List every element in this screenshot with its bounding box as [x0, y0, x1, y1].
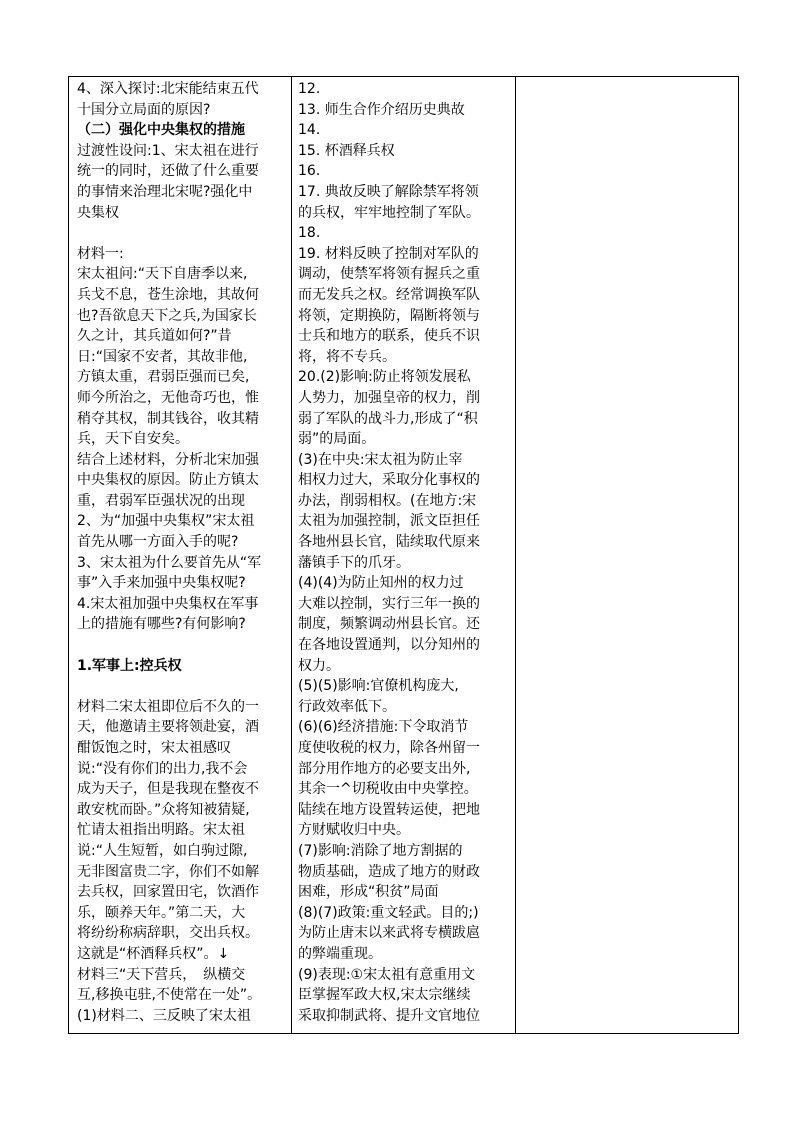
- text-line: 材料三“天下营兵， 纵横交: [77, 966, 246, 983]
- text-line: 将纷纷称病辞职，交出兵权。: [77, 925, 259, 942]
- text-line: 央集权: [77, 204, 119, 221]
- text-line: 说:“人生短暂，如白驹过隙,: [77, 842, 248, 859]
- text-line: 困难，形成“积贫”局面: [298, 884, 439, 901]
- text-line: 十国分立局面的原因?: [77, 101, 211, 118]
- text-line: 材料二宋太祖即位后不久的一: [77, 698, 259, 715]
- text-line: 15. 杯酒释兵权: [298, 142, 395, 159]
- text-line: (7)影响:消除了地方割据的: [298, 842, 463, 859]
- text-line: 制度，频繁调动州县长官。还: [298, 616, 480, 633]
- text-line: 这就是“杯酒释兵权”。↓: [77, 945, 230, 962]
- text-line: 太祖为加强控制，派文臣担任: [298, 513, 480, 530]
- text-line: 师今所治之，无他奇巧也，惟: [77, 389, 259, 406]
- text-line: 弱了军队的战斗力,形成了“积: [298, 410, 478, 427]
- text-line: (1)材料二、三反映了宋太祖: [77, 1007, 251, 1024]
- text-line: 方镇太重，君弱臣强而已矣,: [77, 369, 250, 386]
- text-line: 4、深入探讨:北宋能结束五代: [77, 81, 259, 97]
- text-line: 14.: [298, 122, 321, 139]
- lesson-plan-table: [68, 76, 739, 1034]
- text-line: 18.: [298, 225, 321, 242]
- text-line: 人势力，加强皇帝的权力，削: [298, 389, 480, 406]
- text-line: 去兵权，回家置田宅，饮酒作: [77, 884, 259, 901]
- text-line: 16.: [298, 163, 321, 180]
- text-line: 士兵和地方的联系，使兵不识: [298, 328, 480, 345]
- text-line: 统一的同时，还做了什么重要: [77, 163, 259, 180]
- text-line: 而无发兵之权。经常调换军队: [298, 286, 480, 303]
- text-line: (4)(4)为防止知州的权力过: [298, 575, 464, 592]
- blank-line: [77, 635, 291, 656]
- text-line: 过渡性设问:1、宋太祖在进行: [77, 142, 259, 159]
- text-line: 成为天子，但是我现在整夜不: [77, 781, 259, 798]
- text-line: (3)在中央:宋太祖为防止宰: [298, 451, 463, 468]
- empty-notes-column: [515, 77, 738, 1033]
- text-line: 将，将不专兵。: [298, 348, 396, 365]
- text-line: 上的措施有哪些?有何影响?: [77, 616, 246, 633]
- text-line: 稍夺其权，制其钱谷，收其精: [77, 410, 259, 427]
- text-line: 久之计，其兵道如何?”昔: [77, 328, 232, 345]
- text-line: 其余一^切税收由中央掌控。: [298, 781, 478, 798]
- text-line: 乐，颐养天年。”第二天，大: [77, 904, 246, 921]
- text-line: (9)表现:①宋太祖有意重用文: [298, 966, 476, 983]
- text-line: 陆续在地方设置转运使，把地: [298, 801, 480, 818]
- section-heading: （二）强化中央集权的措施: [77, 122, 245, 139]
- student-activity-column: [291, 77, 515, 1033]
- text-line: 首先从哪一方面入手的呢?: [77, 534, 239, 551]
- text-line: 的事情来治理北宋呢?强化中: [77, 183, 253, 200]
- text-line: 将领，定期换防，隔断将领与: [298, 307, 480, 324]
- text-line: 事”入手来加强中央集权呢?: [77, 575, 246, 592]
- text-line: 日:“国家不安者，其故非他,: [77, 348, 248, 365]
- text-line: 13. 师生合作介绍历史典故: [298, 101, 465, 118]
- text-line: 度使收税的权力，除各州留一: [298, 740, 480, 756]
- text-line: 办法，削弱相权。(在地方:宋: [298, 492, 477, 509]
- text-line: (8)(7)政策:重文轻武。目的;): [298, 904, 479, 921]
- text-line: 20.(2)影响:防止将领发展私: [298, 369, 471, 386]
- text-line: 相权力过大，采取分化事权的: [298, 472, 480, 489]
- text-line: 互,移换屯驻,不使常在一处”。: [77, 987, 262, 1004]
- text-line: 权力。: [298, 657, 340, 674]
- text-line: 3、宋太祖为什么要首先从“军: [77, 554, 262, 571]
- text-line: 物质基础，造成了地方的财政: [298, 863, 480, 880]
- text-line: 采取抑制武将、提升文官地位: [298, 1007, 480, 1024]
- text-line: 17. 典故反映了解除禁军将领: [298, 183, 479, 200]
- text-line: (6)(6)经济措施:下令取消节: [298, 719, 469, 736]
- blank-line: [77, 676, 291, 697]
- text-line: 调动，使禁军将领有握兵之重: [298, 266, 480, 283]
- text-line: 兵戈不息，苍生涂地，其故何: [77, 286, 259, 303]
- text-line: 无非图富贵二字，你们不如解: [77, 863, 259, 880]
- text-line: 部分用作地方的必要支出外,: [298, 760, 471, 777]
- blank-line: [77, 223, 291, 244]
- text-line: 弱”的局面。: [298, 431, 376, 448]
- text-line: 酣饭饱之时，宋太祖感叹: [77, 740, 231, 756]
- text-line: 藩镇手下的爪牙。: [298, 554, 410, 571]
- text-line: 在各地设置通判，以分知州的: [298, 637, 480, 654]
- text-line: 行政效率低下。: [298, 698, 396, 715]
- text-line: 12.: [298, 81, 321, 97]
- text-line: 材料一:: [77, 245, 124, 262]
- text-line: 宋太祖问:“天下自唐季以来,: [77, 266, 248, 283]
- text-line: 兵，天下自安矣。: [77, 431, 189, 448]
- text-line: 的弊端重现。: [298, 945, 382, 962]
- text-line: 为防止唐末以来武将专横跋扈: [298, 925, 480, 942]
- text-line: 2、为“加强中央集权”宋太祖: [77, 513, 255, 530]
- text-line: 臣掌握军政大权,宋太宗继续: [298, 987, 471, 1004]
- teaching-content-column: [69, 77, 291, 1033]
- text-line: 说:“没有你们的出力,我不会: [77, 760, 248, 777]
- text-line: 中央集权的原因。防止方镇太: [77, 472, 259, 489]
- text-line: 天，他邀请主要将领赴宴，酒: [77, 719, 259, 736]
- text-line: 忙请太祖指出明路。宋太祖: [77, 822, 245, 839]
- text-line: 大难以控制，实行三年一换的: [298, 595, 480, 612]
- text-line: 各地州县长官，陆续取代原来: [298, 534, 480, 551]
- text-line: 4.宋太祖加强中央集权在军事: [77, 595, 259, 612]
- text-line: 敢安枕而卧。”众将知被猜疑,: [77, 801, 250, 818]
- text-line: 方财赋收归中央。: [298, 822, 410, 839]
- text-line: 结合上述材料，分析北宋加强: [77, 451, 259, 468]
- text-line: 的兵权，牢牢地控制了军队。: [298, 204, 480, 221]
- text-line: 重，君弱军臣强状况的出现: [77, 492, 245, 509]
- section-heading: 1.军事上:控兵权: [77, 657, 182, 674]
- text-line: (5)(5)影响:官僚机构庞大,: [298, 678, 459, 695]
- text-line: 19. 材料反映了控制对军队的: [298, 245, 479, 262]
- text-line: 也?吾欲息天下之兵,为国家长: [77, 307, 257, 324]
